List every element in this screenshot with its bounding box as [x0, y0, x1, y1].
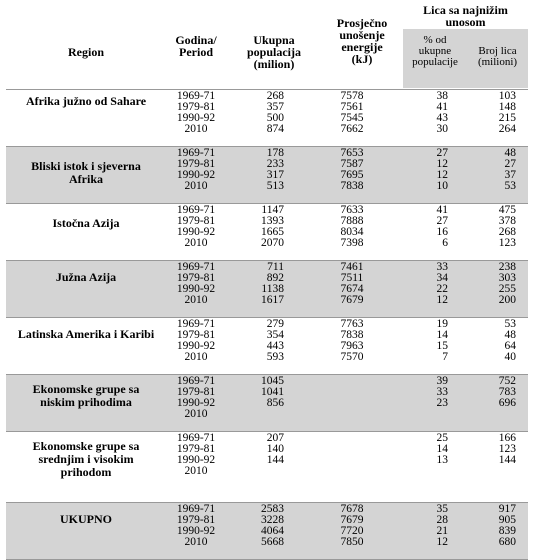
- cell-period: 1990-92: [176, 525, 216, 537]
- cell-percent: 7: [442, 351, 448, 363]
- cell-period: 1990-92: [176, 112, 216, 124]
- cell-period: 1969-71: [176, 318, 216, 330]
- cell-population: 1041: [261, 386, 284, 398]
- cell-population: 2583: [261, 503, 284, 515]
- cell-count: 475: [498, 204, 516, 216]
- cell-energy: 7678: [340, 503, 364, 515]
- region-group: [6, 432, 528, 502]
- cell-percent: 12: [436, 294, 448, 306]
- cell-percent: 28: [436, 514, 448, 526]
- cell-percent: 14: [436, 443, 448, 455]
- cell-energy: 7587: [340, 158, 364, 170]
- data-table: [6, 0, 528, 548]
- region-name: Afrika južno od Sahare: [25, 94, 147, 108]
- cell-energy: 7398: [340, 237, 364, 249]
- cell-percent: 38: [436, 90, 448, 102]
- cell-percent: 25: [436, 432, 448, 444]
- header-lowest-intake: Lica sa najnižim unosom: [423, 3, 508, 29]
- cell-percent: 33: [436, 261, 448, 273]
- cell-population: 2070: [261, 237, 284, 249]
- cell-period: 1990-92: [176, 169, 216, 181]
- cell-count: 255: [498, 283, 516, 295]
- cell-energy: 7763: [340, 318, 364, 330]
- cell-population: 317: [266, 169, 284, 181]
- cell-period: 1969-71: [176, 432, 216, 444]
- cell-percent: 21: [436, 525, 448, 537]
- cell-population: 3228: [261, 514, 284, 526]
- cell-period: 1969-71: [176, 147, 216, 159]
- table-row: [6, 238, 528, 249]
- cell-count: 238: [498, 261, 516, 273]
- cell-period: 2010: [184, 180, 208, 192]
- cell-population: 207: [266, 432, 284, 444]
- header-energy: Prosječno unošenje energije (kJ): [336, 16, 388, 66]
- cell-period: 1969-71: [176, 503, 216, 515]
- cell-period: 2010: [184, 237, 208, 249]
- table-row: [6, 181, 528, 192]
- cell-count: 123: [498, 237, 516, 249]
- cell-count: 783: [498, 386, 516, 398]
- header-region: Region: [68, 45, 104, 59]
- cell-percent: 15: [436, 340, 448, 352]
- cell-count: 48: [504, 147, 516, 159]
- header-period: Godina/ Period: [175, 33, 217, 59]
- region-name: Ekonomske grupe sa niskim prihodima: [32, 382, 140, 409]
- region-name: Južna Azija: [55, 270, 117, 284]
- cell-period: 2010: [184, 536, 208, 548]
- cell-percent: 30: [436, 123, 448, 135]
- cell-population: 593: [266, 351, 284, 363]
- cell-percent: 39: [436, 375, 448, 387]
- cell-energy: 7838: [340, 329, 364, 341]
- region-name: Bliski istok i sjeverna Afrika: [31, 159, 141, 186]
- table-row: [6, 352, 528, 363]
- region-group: [6, 90, 528, 146]
- cell-period: 1969-71: [176, 261, 216, 273]
- cell-percent: 27: [436, 215, 448, 227]
- cell-period: 2010: [184, 351, 208, 363]
- cell-energy: 7662: [340, 123, 364, 135]
- cell-period: 1979-81: [176, 215, 216, 227]
- cell-count: 27: [504, 158, 516, 170]
- table-row: [6, 124, 528, 135]
- cell-period: 1979-81: [176, 443, 216, 455]
- cell-period: 1990-92: [176, 340, 216, 352]
- cell-population: 178: [266, 147, 284, 159]
- table-row: [6, 409, 528, 420]
- cell-count: 64: [504, 340, 516, 352]
- cell-percent: 12: [436, 536, 448, 548]
- header-count-millions: Broj lica (milioni): [477, 45, 518, 68]
- cell-percent: 41: [436, 101, 448, 113]
- cell-percent: 10: [436, 180, 448, 192]
- cell-energy: 7838: [340, 180, 364, 192]
- region-group: [6, 375, 528, 431]
- cell-count: 200: [498, 294, 516, 306]
- cell-population: 513: [266, 180, 284, 192]
- cell-period: 1979-81: [176, 329, 216, 341]
- cell-energy: 7633: [340, 204, 364, 216]
- cell-count: 839: [498, 525, 516, 537]
- cell-period: 1990-92: [176, 397, 216, 409]
- region-group: [6, 147, 528, 203]
- cell-population: 711: [267, 261, 284, 273]
- cell-count: 917: [498, 503, 516, 515]
- cell-energy: 7963: [340, 340, 364, 352]
- cell-period: 1969-71: [176, 90, 216, 102]
- cell-count: 40: [504, 351, 516, 363]
- cell-population: 4064: [261, 525, 284, 537]
- cell-energy: 7570: [340, 351, 364, 363]
- cell-population: 268: [266, 90, 284, 102]
- region-group: [6, 503, 528, 559]
- table-header: [6, 0, 528, 90]
- cell-energy: 7720: [340, 525, 364, 537]
- cell-population: 500: [266, 112, 284, 124]
- cell-population: 1665: [261, 226, 284, 238]
- region-group: [6, 204, 528, 260]
- cell-period: 2010: [184, 294, 208, 306]
- cell-percent: 33: [436, 386, 448, 398]
- cell-energy: 7674: [340, 283, 364, 295]
- cell-count: 752: [498, 375, 516, 387]
- cell-count: 166: [498, 432, 516, 444]
- cell-percent: 22: [436, 283, 448, 295]
- cell-count: 37: [504, 169, 516, 181]
- cell-percent: 27: [436, 147, 448, 159]
- cell-energy: 7511: [340, 272, 364, 284]
- cell-energy: 7561: [340, 101, 364, 113]
- cell-population: 354: [266, 329, 284, 341]
- cell-count: 144: [498, 454, 516, 466]
- cell-period: 1990-92: [176, 226, 216, 238]
- table-row: [6, 295, 528, 306]
- cell-period: 1969-71: [176, 375, 216, 387]
- cell-percent: 43: [436, 112, 448, 124]
- cell-energy: 8034: [340, 226, 364, 238]
- cell-population: 5668: [261, 536, 284, 548]
- header-percent-population: % od ukupne populacije: [412, 34, 458, 68]
- cell-energy: 7695: [340, 169, 364, 181]
- cell-count: 905: [498, 514, 516, 526]
- cell-population: 279: [266, 318, 284, 330]
- cell-percent: 34: [436, 272, 448, 284]
- cell-count: 696: [498, 397, 516, 409]
- cell-period: 1990-92: [176, 283, 216, 295]
- cell-percent: 19: [436, 318, 448, 330]
- header-population: Ukupna populacija (milion): [246, 33, 301, 71]
- cell-energy: 7850: [340, 536, 364, 548]
- cell-population: 233: [266, 158, 284, 170]
- cell-percent: 16: [436, 226, 448, 238]
- cell-period: 1979-81: [176, 386, 216, 398]
- cell-population: 443: [266, 340, 284, 352]
- cell-count: 680: [498, 536, 516, 548]
- cell-count: 268: [498, 226, 516, 238]
- cell-energy: 7679: [340, 294, 364, 306]
- cell-population: 1617: [261, 294, 284, 306]
- region-name: Latinska Amerika i Karibi: [17, 327, 155, 341]
- cell-energy: 7679: [340, 514, 364, 526]
- cell-period: 1979-81: [176, 101, 216, 113]
- cell-period: 1979-81: [176, 514, 216, 526]
- cell-percent: 12: [436, 169, 448, 181]
- region-name: UKUPNO: [60, 512, 112, 526]
- cell-energy: 7653: [340, 147, 364, 159]
- cell-period: 1969-71: [176, 204, 216, 216]
- cell-population: 874: [266, 123, 284, 135]
- table-row: [6, 398, 528, 409]
- table-row: [6, 537, 528, 548]
- cell-period: 2010: [184, 408, 208, 420]
- cell-count: 378: [498, 215, 516, 227]
- cell-population: 1393: [261, 215, 284, 227]
- cell-population: 1147: [261, 204, 284, 216]
- cell-energy: 7461: [340, 261, 364, 273]
- cell-energy: 7578: [340, 90, 364, 102]
- region-group: [6, 261, 528, 317]
- cell-percent: 13: [436, 454, 448, 466]
- cell-percent: 12: [436, 158, 448, 170]
- cell-count: 148: [498, 101, 516, 113]
- cell-population: 144: [266, 454, 284, 466]
- cell-population: 140: [266, 443, 284, 455]
- cell-count: 53: [504, 180, 516, 192]
- cell-percent: 23: [436, 397, 448, 409]
- cell-period: 1990-92: [176, 454, 216, 466]
- table-row: [6, 466, 528, 477]
- cell-percent: 41: [436, 204, 448, 216]
- cell-percent: 6: [442, 237, 448, 249]
- cell-population: 856: [266, 397, 284, 409]
- cell-population: 357: [266, 101, 284, 113]
- cell-population: 1138: [261, 283, 284, 295]
- cell-count: 53: [504, 318, 516, 330]
- cell-count: 48: [504, 329, 516, 341]
- cell-count: 215: [498, 112, 516, 124]
- cell-energy: 7545: [340, 112, 364, 124]
- cell-count: 123: [498, 443, 516, 455]
- cell-count: 303: [498, 272, 516, 284]
- cell-period: 1979-81: [176, 158, 216, 170]
- cell-population: 892: [266, 272, 284, 284]
- region-group: [6, 318, 528, 374]
- table-row: [6, 455, 528, 466]
- cell-percent: 35: [436, 503, 448, 515]
- cell-count: 103: [498, 90, 516, 102]
- cell-percent: 14: [436, 329, 448, 341]
- cell-energy: 7888: [340, 215, 364, 227]
- cell-period: 2010: [184, 123, 208, 135]
- cell-period: 2010: [184, 465, 208, 477]
- region-name: Istočna Azija: [52, 216, 120, 230]
- cell-count: 264: [498, 123, 516, 135]
- cell-period: 1979-81: [176, 272, 216, 284]
- region-name: Ekonomske grupe sa srednjim i visokim prihodom: [32, 439, 140, 479]
- cell-population: 1045: [261, 375, 284, 387]
